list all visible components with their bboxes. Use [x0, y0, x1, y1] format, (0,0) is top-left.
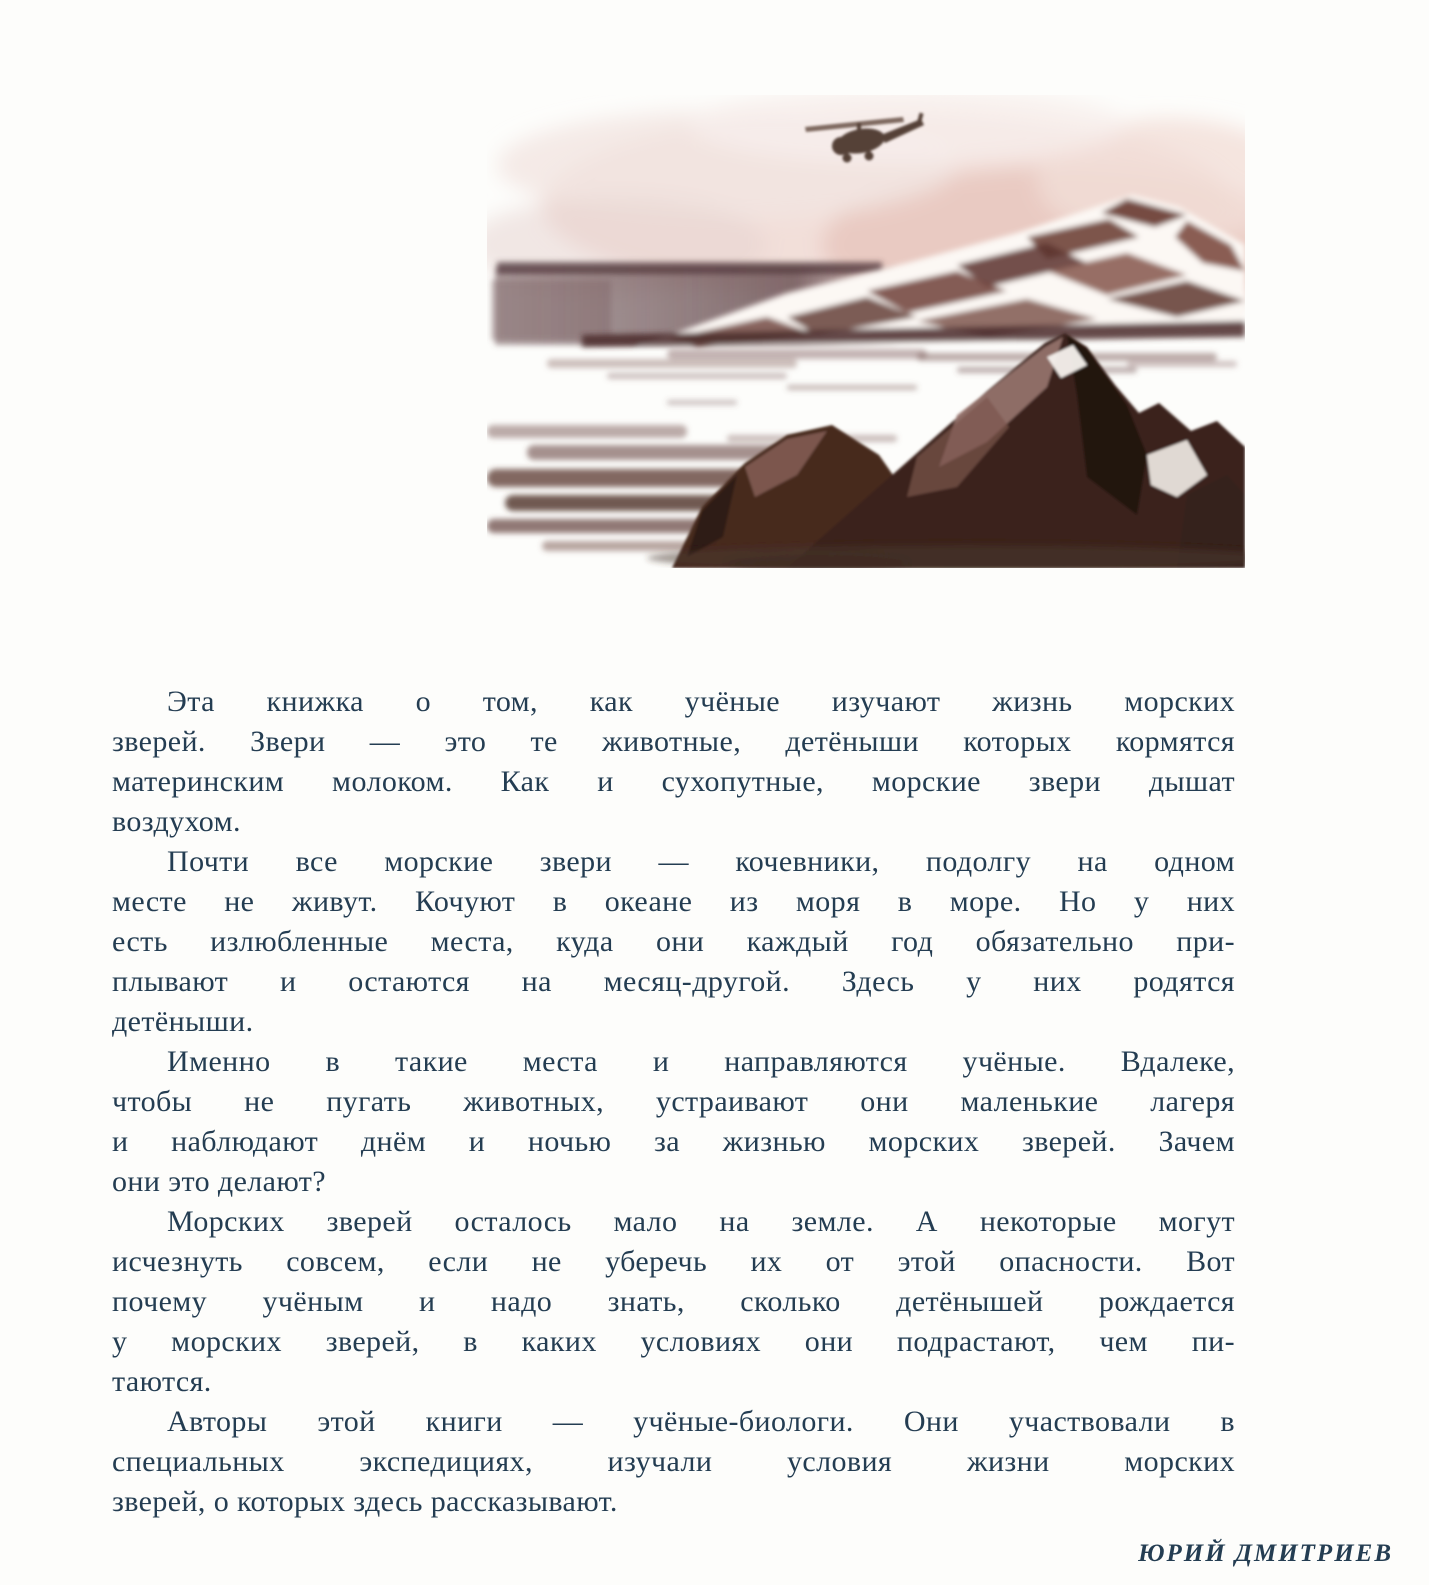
- text-line: почему учёным и надо знать, сколько детёнышей рождается: [112, 1285, 1235, 1318]
- text-line: специальных экспедициях, изучали условия жизни морских: [112, 1445, 1235, 1478]
- text-line: они это делают?: [112, 1165, 327, 1198]
- paragraph-3: [112, 1042, 1235, 1202]
- text-line: Авторы этой книги — учёные-биологи. Они участвовали в: [167, 1405, 1235, 1438]
- text-line: таются.: [112, 1365, 212, 1398]
- text-line: Почти все морские звери — кочевники, подолгу на одном: [167, 845, 1235, 878]
- text-line: материнским молоком. Как и сухопутные, морские звери дышат: [112, 765, 1235, 798]
- text-line: и наблюдают днём и ночью за жизнью морских зверей. Зачем: [112, 1125, 1235, 1158]
- water-streaks: [547, 349, 1237, 405]
- paragraph-4: [112, 1202, 1235, 1402]
- text-line: детёныши.: [112, 1005, 254, 1038]
- author-signature: ЮРИЙ ДМИТРИЕВ: [1138, 1540, 1393, 1567]
- text-line: есть излюбленные места, куда они каждый год обязательно при-: [112, 925, 1235, 958]
- paragraph-5: [112, 1402, 1235, 1522]
- text-line: воздухом.: [112, 805, 241, 838]
- text-line: Именно в такие места и направляются учёные. Вдалеке,: [167, 1045, 1235, 1078]
- text-line: зверей, о которых здесь рассказывают.: [112, 1485, 618, 1518]
- text-line: чтобы не пугать животных, устраивают они маленькие лагеря: [112, 1085, 1235, 1118]
- text-line: исчезнуть совсем, если не уберечь их от этой опасности. Вот: [112, 1245, 1235, 1278]
- book-illustration: [487, 95, 1245, 568]
- text-line: у морских зверей, в каких условиях они подрастают, чем пи-: [112, 1325, 1235, 1358]
- text-line: Морских зверей осталось мало на земле. А некоторые могут: [167, 1205, 1235, 1238]
- text-line: зверей. Звери — это те животные, детёныши которых кормятся: [112, 725, 1235, 758]
- text-line: месте не живут. Кочуют в океане из моря в море. Но у них: [112, 885, 1235, 918]
- text-line: Эта книжка о том, как учёные изучают жизнь морских: [167, 685, 1235, 718]
- text-line: плывают и остаются на месяц-другой. Здесь у них родятся: [112, 965, 1235, 998]
- body-text: [112, 682, 1235, 1522]
- paragraph-1: [112, 682, 1235, 842]
- paragraph-2: [112, 842, 1235, 1042]
- illustration-canvas: [487, 95, 1245, 568]
